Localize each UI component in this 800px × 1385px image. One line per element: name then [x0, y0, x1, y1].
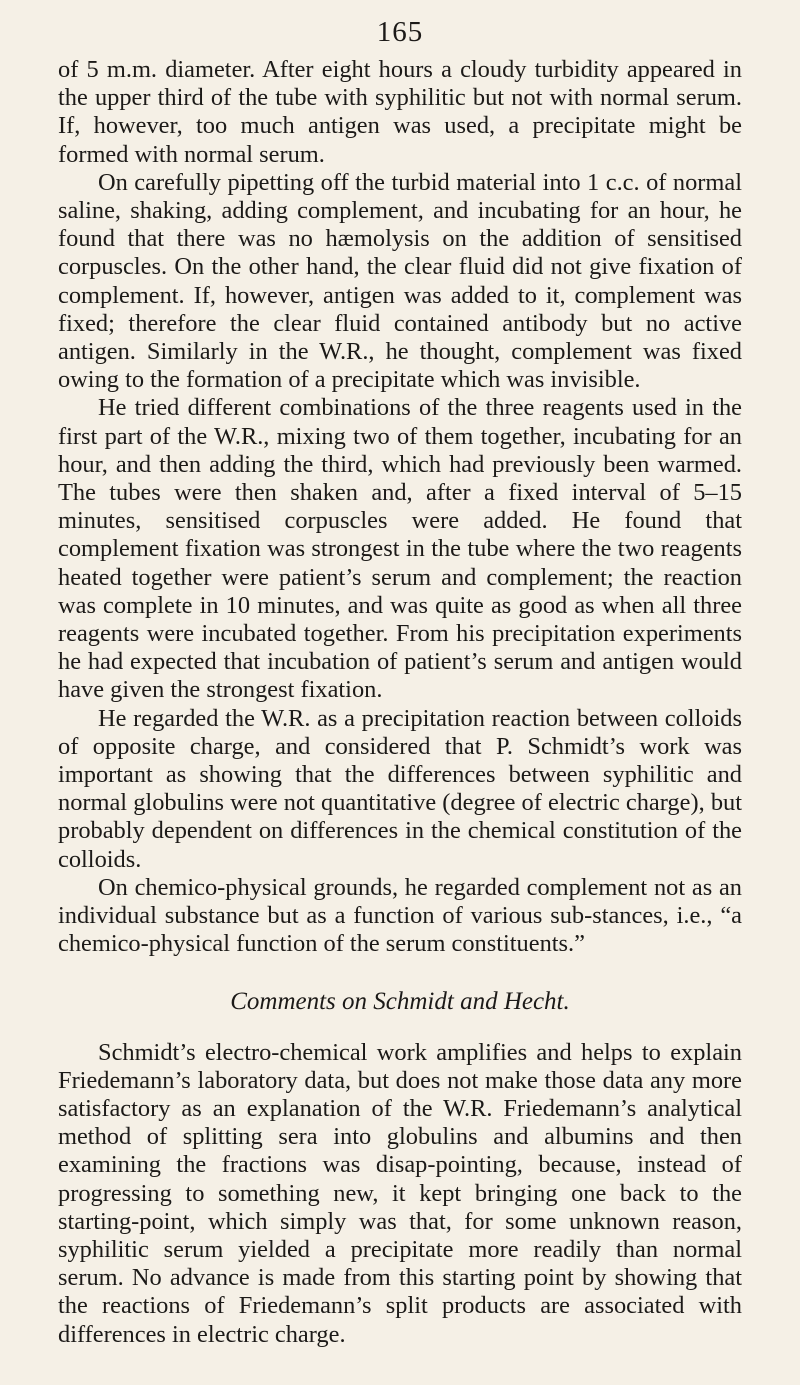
paragraph-combinations: He tried different combinations of the three reagents used in the first part of the W.R., mixing two of them together, incubating for an hour, and then adding the third, which had previously been warmed. The tubes were then shaken and, after a fixed interval of 5–15 minutes, sensitised corpuscles were added. He found that complement fixation was strongest in the tube where the two reagents heated together were patient’s serum and complement; the reaction was complete in 10 minutes, and was quite as good as when all three reagents were incubated together. From his precipitation experiments he had expected that incubation of patient’s serum and antigen would have given the strongest fixation.: [58, 394, 742, 704]
body-text: [58, 56, 742, 1349]
paragraph-complement-function: On chemico-physical grounds, he regarded complement not as an individual substance but as a function of various sub-stances, i.e., “a chemico-physical function of the serum constituents.”: [58, 873, 742, 958]
paragraph-precipitation-reaction: He regarded the W.R. as a precipitation reaction between colloids of opposite charge, and considered that P. Schmidt’s work was important as showing that the differences between syphilitic and normal globulins were not quantitative (degree of electric charge), but probably dependent on differences in the chemical constitution of the colloids.: [58, 704, 742, 873]
paragraph-continuation: of 5 m.m. diameter. After eight hours a cloudy turbidity appeared in the upper third of the tube with syphilitic but not with normal serum. If, however, too much antigen was used, a precipitate might be formed with normal serum.: [58, 56, 742, 168]
section-heading: Comments on Schmidt and Hecht.: [230, 987, 570, 1015]
paragraph-comments: Schmidt’s electro-chemical work amplifies and helps to explain Friedemann’s laboratory data, but does not make those data any more satisfactory as an explanation of the W.R. Friedemann’s analytical method of splitting sera into globulins and albumins and then examining the fractions was disap-pointing, because, instead of progressing to something new, it kept bringing one back to the starting-point, which simply was that, for some unknown reason, syphilitic serum yielded a precipitate more readily than normal serum. No advance is made from this starting point by showing that the reactions of Friedemann’s split products are associated with differences in electric charge.: [58, 1038, 742, 1348]
page-number: 165: [376, 16, 424, 48]
paragraph-pipetting: On carefully pipetting off the turbid material into 1 c.c. of normal saline, shaking, adding complement, and incubating for an hour, he found that there was no hæmolysis on the addition of sensitised corpuscles. On the other hand, the clear fluid did not give fixation of complement. If, however, antigen was added to it, complement was fixed; therefore the clear fluid contained antibody but no active antigen. Similarly in the W.R., he thought, complement was fixed owing to the formation of a precipitate which was invisible.: [58, 168, 742, 394]
